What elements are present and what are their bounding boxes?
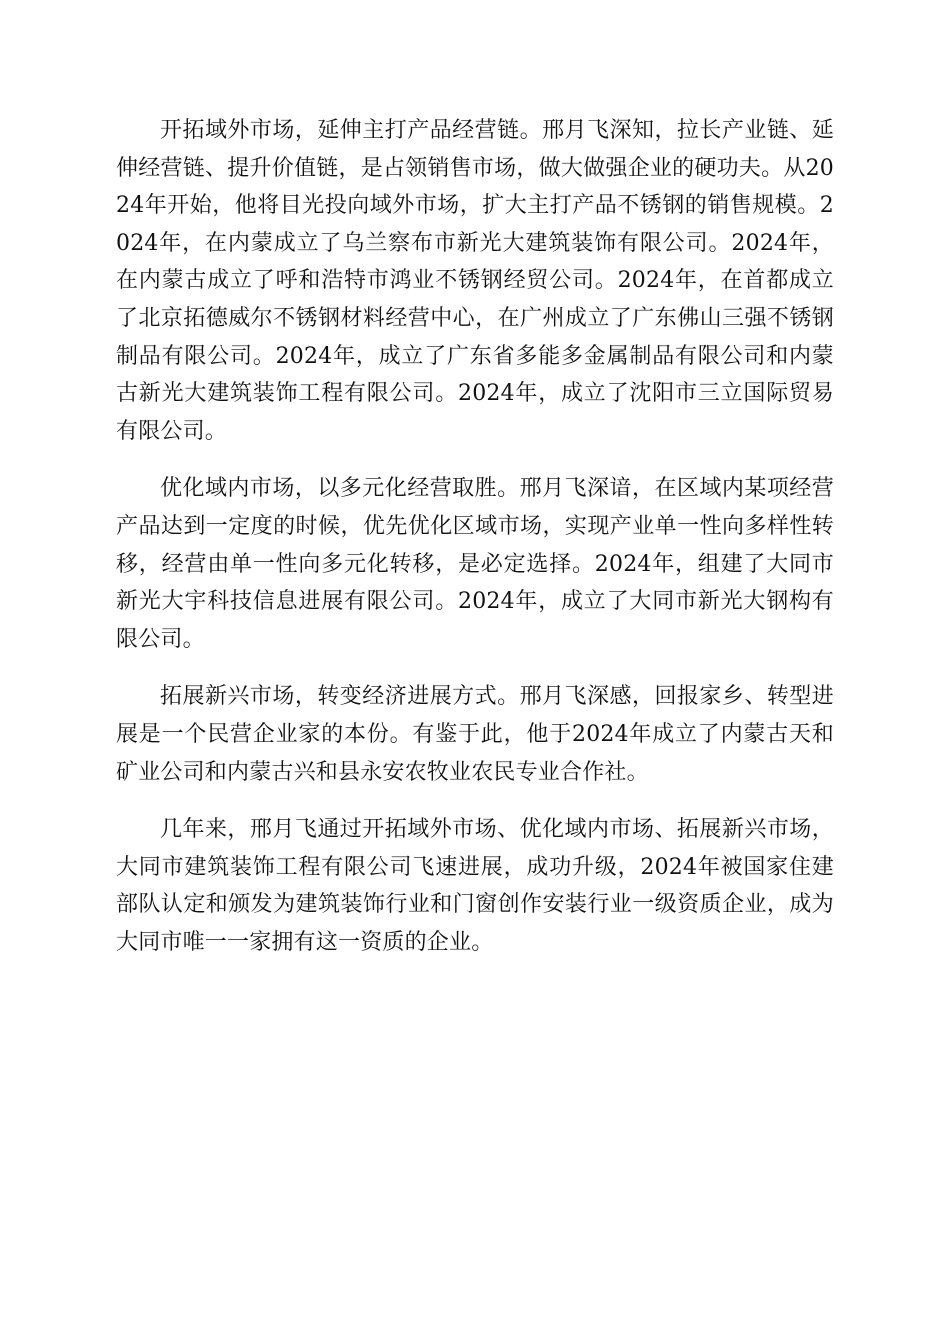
paragraph-optimize-internal-market: 优化域内市场，以多元化经营取胜。邢月飞深谙，在区域内某项经营产品达到一定度的时候，优先优化区域市场，实现产业单一性向多样性转移，经营由单一性向多元化转移，是必定选择。2024年，组建了大同市新光大宇科技信息进展有限公司。2024年，成立了大同市新光大钢构有限公司。 [116, 476, 834, 652]
document-page [116, 112, 834, 981]
paragraph-summary: 几年来，邢月飞通过开拓域外市场、优化域内市场、拓展新兴市场，大同市建筑装饰工程有限公司飞速进展，成功升级，2024年被国家住建部队认定和颁发为建筑装饰行业和门窗创作安装行业一级资质企业，成为大同市唯一一家拥有这一资质的企业。 [116, 817, 834, 955]
paragraph-emerging-market: 拓展新兴市场，转变经济进展方式。邢月飞深感，回报家乡、转型进展是一个民营企业家的本份。有鉴于此，他于2024年成立了内蒙古天和矿业公司和内蒙古兴和县永安农牧业农民专业合作社。 [116, 684, 834, 785]
paragraph-expand-external-market: 开拓域外市场，延伸主打产品经营链。邢月飞深知，拉长产业链、延伸经营链、提升价值链，是占领销售市场，做大做强企业的硬功夫。从2024年开始，他将目光投向域外市场，扩大主打产品不锈钢的销售规模。2024年，在内蒙成立了乌兰察布市新光大建筑装饰有限公司。2024年，在内蒙古成立了呼和浩特市鸿业不锈钢经贸公司。2024年，在首都成立了北京拓德威尔不锈钢材料经营中心，在广州成立了广东佛山三强不锈钢制品有限公司。2024年，成立了广东省多能多金属制品有限公司和内蒙古新光大建筑装饰工程有限公司。2024年，成立了沈阳市三立国际贸易有限公司。 [116, 118, 834, 444]
